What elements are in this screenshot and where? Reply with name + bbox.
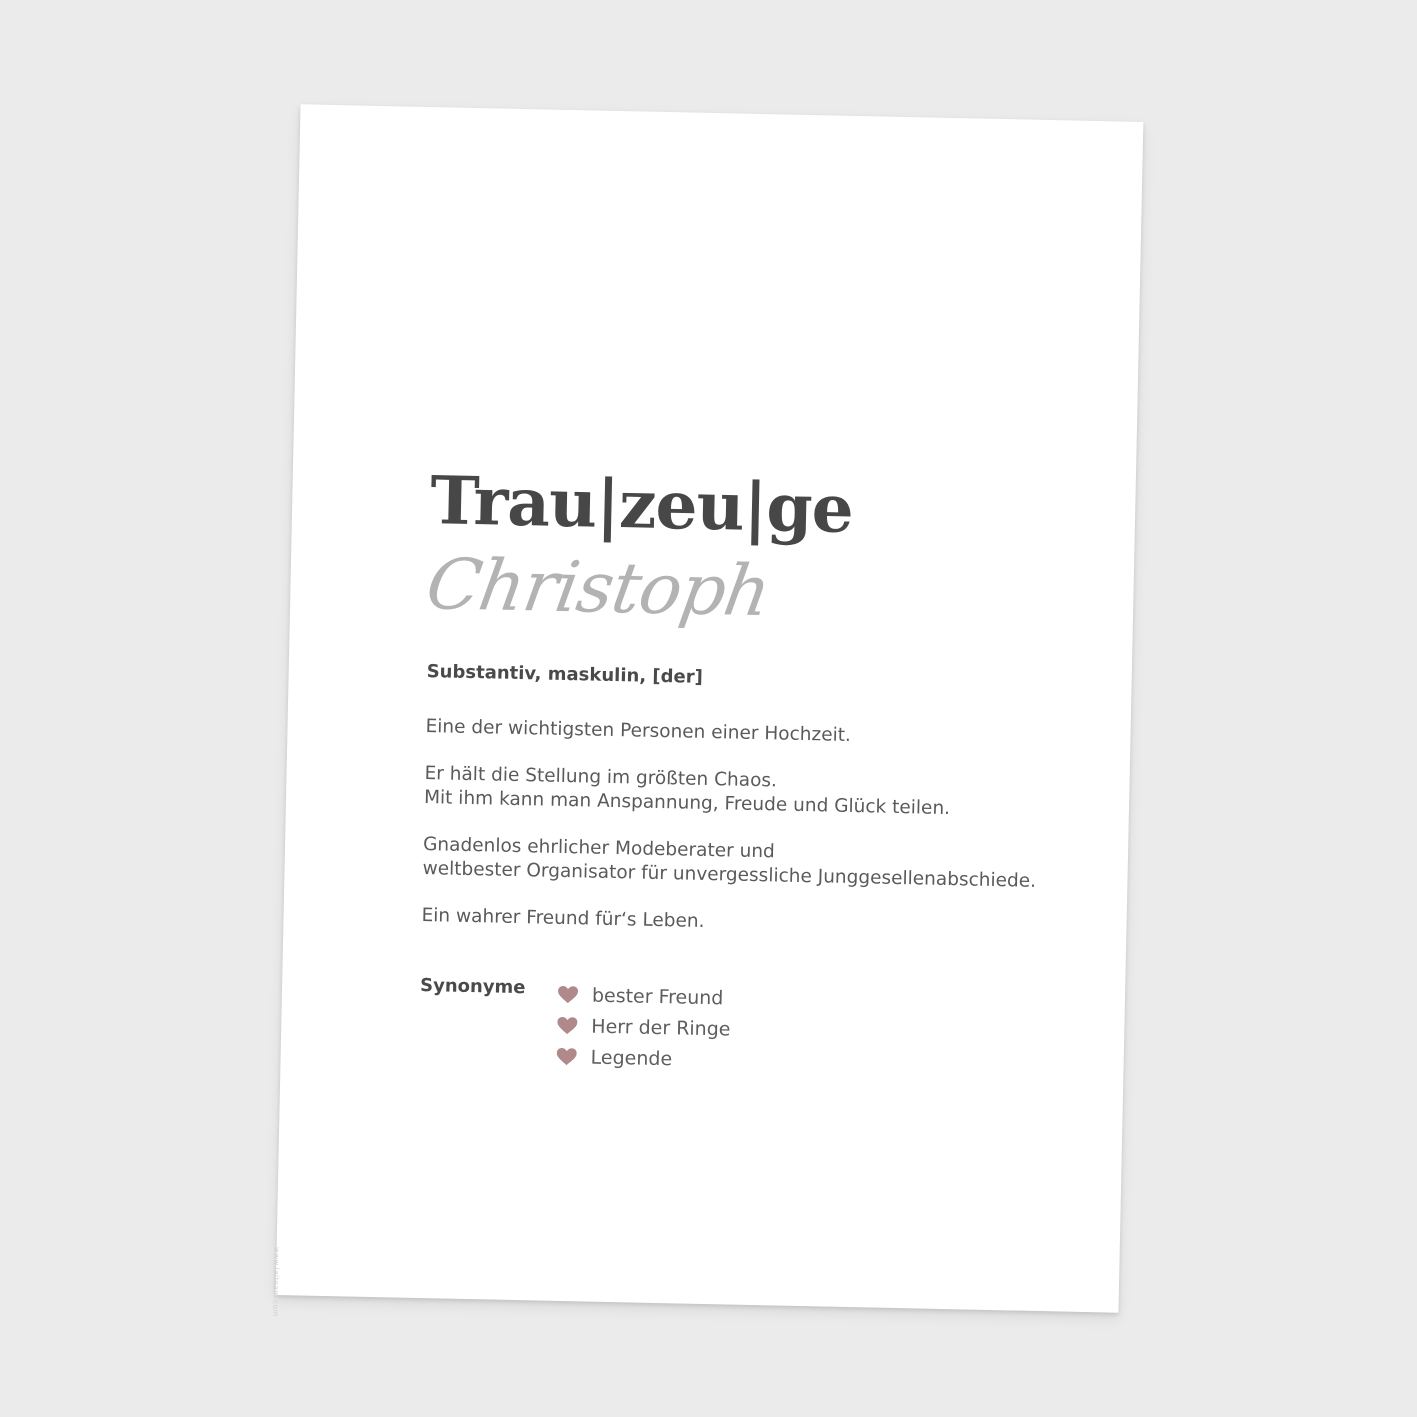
definition-paragraph xyxy=(425,715,1105,753)
definition-line: Mit ihm kann man Anspannung, Freude und Glück teilen. xyxy=(423,787,951,820)
definition-list xyxy=(421,715,1105,942)
watermark-url: www.lalteam.com xyxy=(271,1246,281,1317)
definition-paragraph xyxy=(424,762,1105,824)
definition-paragraph xyxy=(421,904,1101,942)
word-class: Substantiv, maskulin, [der] xyxy=(426,661,704,688)
poster-title: Trau|zeu|ge xyxy=(429,461,854,548)
definition-line: Ein wahrer Freund für‘s Leben. xyxy=(421,905,705,932)
synonym-item xyxy=(556,1041,730,1076)
definition-line: weltbester Organisator für unvergessliche Junggesellenabschiede. xyxy=(422,858,1037,892)
heart-icon xyxy=(556,1047,576,1065)
synonym-text: bester Freund xyxy=(591,984,724,1009)
synonyms-label: Synonyme xyxy=(419,975,526,999)
synonym-item xyxy=(558,979,732,1014)
definition-line: Gnadenlos ehrlicher Modeberater und xyxy=(422,834,776,863)
synonym-text: Legende xyxy=(590,1046,673,1070)
person-name: Christoph xyxy=(420,543,776,633)
definition-content xyxy=(418,461,1110,1083)
definition-line: Er hält die Stellung im größten Chaos. xyxy=(424,763,778,792)
synonym-text: Herr der Ringe xyxy=(591,1015,731,1041)
synonyms-list xyxy=(556,979,731,1076)
synonym-item xyxy=(557,1010,731,1045)
definition-paragraph xyxy=(422,833,1103,895)
heart-icon xyxy=(558,985,578,1003)
heart-icon xyxy=(557,1016,577,1034)
synonyms-section xyxy=(418,974,1100,1083)
definition-line: Eine der wichtigsten Personen einer Hochzeit. xyxy=(425,716,852,746)
poster-sheet xyxy=(271,104,1144,1317)
